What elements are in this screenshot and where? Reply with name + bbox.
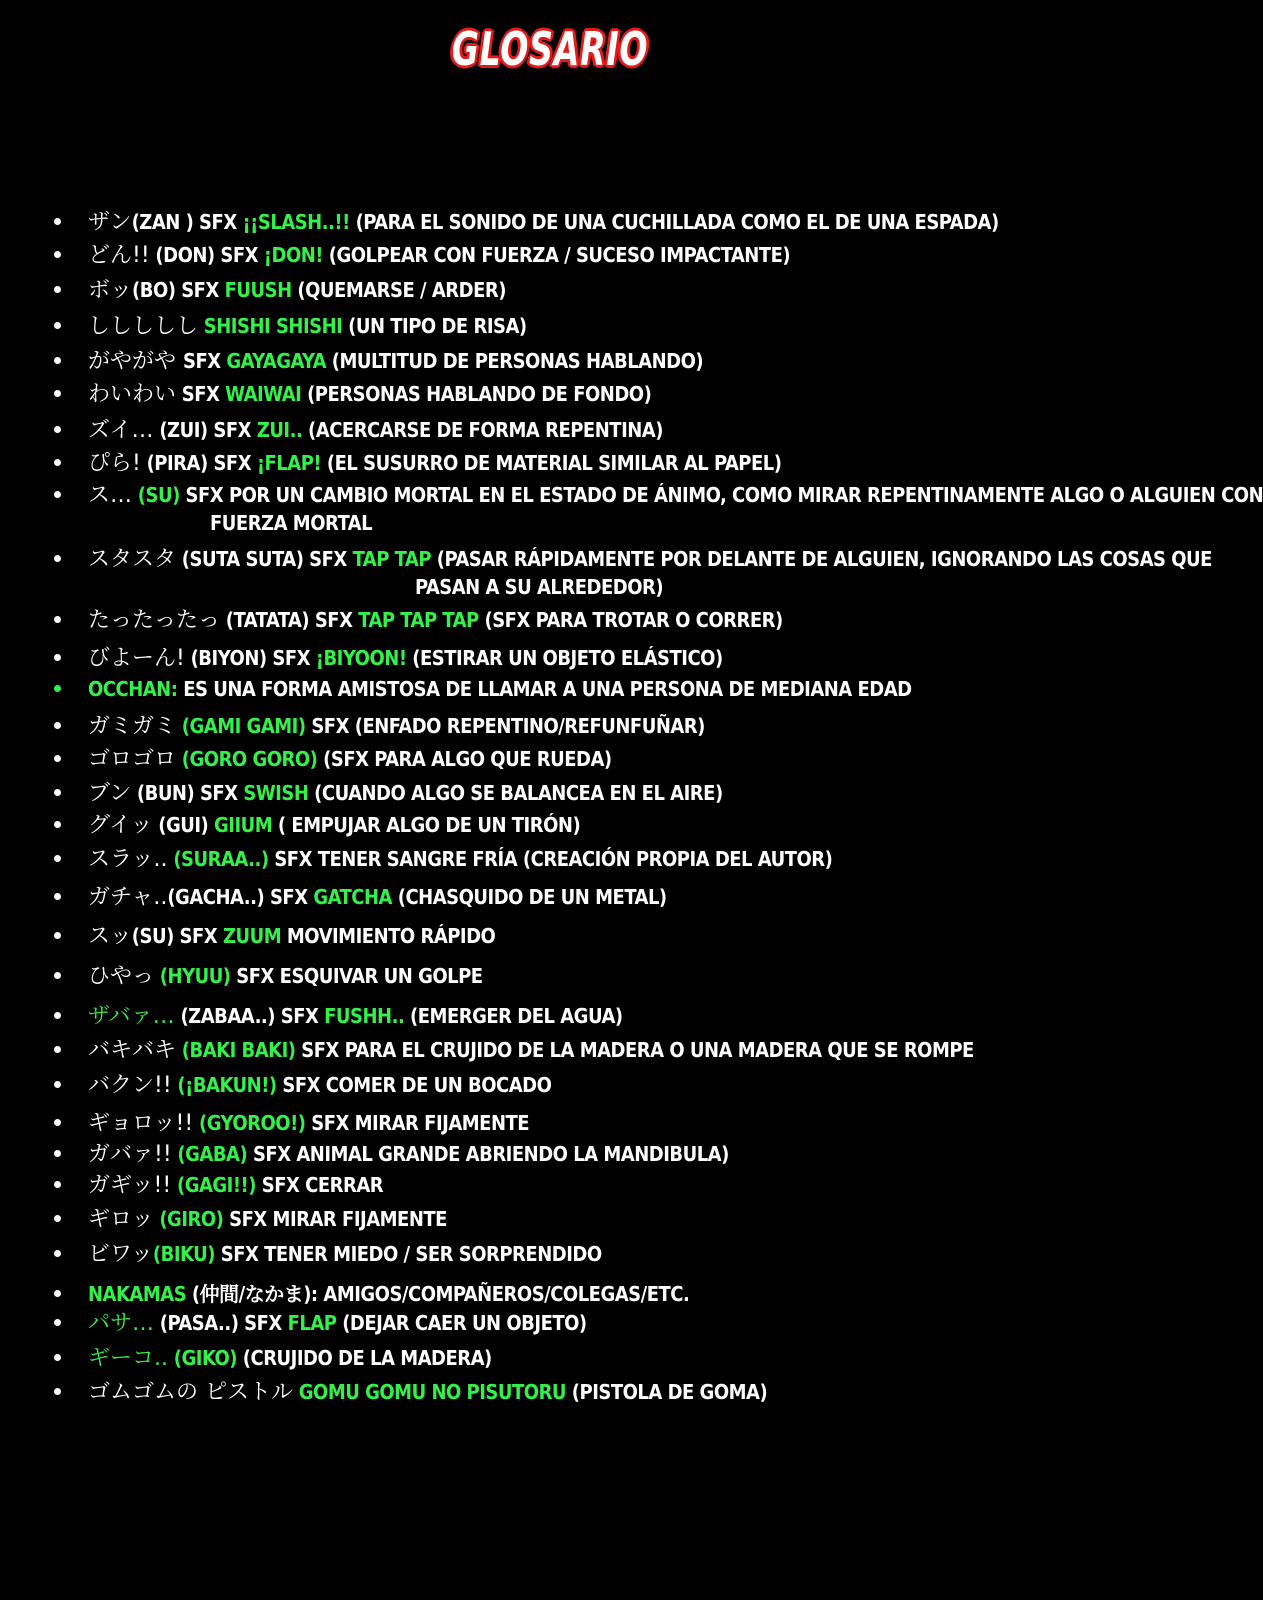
- japanese-term: ブン: [88, 781, 132, 806]
- definition-text: SFX COMER DE UN BOCADO: [276, 1073, 552, 1097]
- bullet-icon: [54, 893, 61, 900]
- highlight-text: GOMU GOMU NO PISUTORU: [298, 1380, 567, 1404]
- glossary-line: [88, 922, 495, 950]
- glossary-line: [88, 883, 667, 911]
- highlight-text: ZUI..: [256, 418, 303, 442]
- highlight-text: (¡BAKUN!): [177, 1073, 277, 1097]
- glossary-item: [0, 1002, 1100, 1030]
- bullet-icon: [54, 251, 61, 258]
- definition-text: MOVIMIENTO RÁPIDO: [281, 924, 496, 948]
- glossary-item: [0, 1140, 1100, 1168]
- highlight-text: SHISHI SHISHI: [203, 314, 343, 338]
- glossary-line: [88, 779, 723, 807]
- highlight-text: (GAGI!!): [176, 1173, 256, 1197]
- glossary-item: [0, 606, 1100, 634]
- romaji-text: (BUN) SFX: [131, 781, 244, 805]
- definition-text: FUERZA MORTAL: [210, 511, 373, 535]
- glossary-item: [0, 208, 1100, 236]
- bullet-icon: [54, 286, 61, 293]
- bullet-icon: [54, 616, 61, 623]
- bullet-icon: [54, 755, 61, 762]
- glossary-line: [88, 845, 832, 873]
- highlight-text: ZUUM: [222, 924, 282, 948]
- romaji-text: SFX: [176, 382, 226, 406]
- romaji-text: (ZUI) SFX: [153, 418, 257, 442]
- highlight-text: (SURAA..): [173, 847, 269, 871]
- japanese-term: ビワッ: [88, 1242, 153, 1267]
- glossary-item: [0, 1036, 1100, 1064]
- glossary-line: [88, 675, 912, 703]
- japanese-term: ぴら!: [88, 451, 141, 476]
- definition-text: (DEJAR CAER UN OBJETO): [336, 1311, 587, 1335]
- bullet-icon: [54, 555, 61, 562]
- japanese-term: ゴムゴムの ピストル: [88, 1380, 293, 1405]
- bullet-icon: [54, 821, 61, 828]
- glossary-item: [0, 712, 1100, 740]
- glossary-line: [88, 745, 612, 773]
- glossary-item: [0, 962, 1100, 990]
- bullet-icon: [54, 972, 61, 979]
- highlight-text: FLAP: [287, 1311, 337, 1335]
- romaji-text: (DON) SFX: [149, 243, 264, 267]
- romaji-text: (ZABAA..) SFX: [174, 1004, 325, 1028]
- bullet-icon: [54, 1290, 61, 1297]
- romaji-text: (GACHA..) SFX: [167, 885, 314, 909]
- romaji-text: (BO) SFX: [132, 278, 225, 302]
- glossary-item: [0, 1378, 1100, 1406]
- japanese-term: ししししし: [88, 314, 199, 339]
- japanese-term: ギョロッ!!: [88, 1111, 194, 1136]
- bullet-icon: [54, 390, 61, 397]
- japanese-term: スラッ..: [88, 847, 168, 872]
- bullet-icon: [54, 1388, 61, 1395]
- glossary-item: [0, 1280, 1100, 1308]
- highlight-text: GIIUM: [214, 813, 273, 837]
- japanese-term: びよーん!: [88, 646, 185, 671]
- glossary-line: [88, 606, 783, 634]
- highlight-text: (GORO GORO): [181, 747, 318, 771]
- glossary-item: [0, 380, 1100, 408]
- bullet-icon: [54, 654, 61, 661]
- definition-text: (ESTIRAR UN OBJETO ELÁSTICO): [406, 646, 723, 670]
- glossary-line: [88, 644, 723, 672]
- romaji-text: (ZAN ) SFX: [131, 210, 243, 234]
- bullet-icon: [54, 1354, 61, 1361]
- romaji-text: (BIYON) SFX: [184, 646, 316, 670]
- glossary-item: [0, 745, 1100, 773]
- highlight-text: (GIRO): [159, 1207, 224, 1231]
- glossary-item: [0, 241, 1100, 269]
- glossary-item: [0, 1309, 1100, 1337]
- japanese-term: ザン: [88, 210, 132, 235]
- japanese-term: グイッ: [88, 813, 153, 838]
- bullet-icon: [54, 1119, 61, 1126]
- japanese-term: ガチャ..: [88, 885, 168, 910]
- bullet-icon: [54, 685, 61, 692]
- definition-text: (GOLPEAR CON FUERZA / SUCESO IMPACTANTE): [323, 243, 791, 267]
- definition-text: (QUEMARSE / ARDER): [291, 278, 506, 302]
- glossary-line: [88, 1280, 689, 1308]
- glossary-item: [0, 1171, 1100, 1199]
- glossary-line: [88, 1205, 447, 1233]
- japanese-term: バクン!!: [88, 1073, 172, 1098]
- japanese-term: ゴロゴロ: [88, 747, 177, 772]
- highlight-text: ¡¡SLASH..!!: [242, 210, 350, 234]
- glossary-item: [0, 883, 1100, 911]
- definition-text: (PERSONAS HABLANDO DE FONDO): [301, 382, 652, 406]
- romaji-text: SFX: [183, 349, 227, 373]
- highlight-text: (HYUU): [159, 964, 231, 988]
- japanese-term: スッ: [88, 924, 132, 949]
- glossary-item: [0, 1240, 1100, 1268]
- highlight-text: ¡DON!: [263, 243, 323, 267]
- glossary-item: [0, 675, 1100, 703]
- bullet-icon: [54, 1046, 61, 1053]
- glossary-line: [88, 1240, 602, 1268]
- bullet-icon: [54, 1150, 61, 1157]
- highlight-text: (BIKU): [152, 1242, 215, 1266]
- bullet-icon: [54, 322, 61, 329]
- bullet-icon: [54, 932, 61, 939]
- definition-text: SFX PARA EL CRUJIDO DE LA MADERA O UNA MADERA QUE SE ROMPE: [295, 1038, 974, 1062]
- definition-text: SFX MIRAR FIJAMENTE: [223, 1207, 447, 1231]
- glossary-line: [88, 1344, 492, 1372]
- definition-text: SFX ESQUIVAR UN GOLPE: [230, 964, 483, 988]
- definition-text: (ACERCARSE DE FORMA REPENTINA): [302, 418, 663, 442]
- highlight-text: ¡FLAP!: [256, 451, 322, 475]
- romaji-text: (SU) SFX: [131, 924, 223, 948]
- definition-text: (MULTITUD DE PERSONAS HABLANDO): [326, 349, 704, 373]
- glossary-line: [88, 481, 1263, 509]
- bullet-icon: [54, 426, 61, 433]
- glossary-line: [88, 276, 506, 304]
- japanese-term: ガギッ!!: [88, 1173, 172, 1198]
- japanese-term: ガバァ!!: [88, 1142, 172, 1167]
- glossary-line: [88, 347, 703, 375]
- glossary-line: [88, 208, 999, 236]
- glossary-item: [0, 845, 1100, 873]
- glossary-item: [0, 545, 1212, 573]
- bullet-icon: [54, 1250, 61, 1257]
- highlight-text: (GAMI GAMI): [181, 714, 306, 738]
- definition-text: SFX TENER MIEDO / SER SORPRENDIDO: [214, 1242, 602, 1266]
- glossary-item: [0, 1071, 1100, 1099]
- romaji-text: (SUTA SUTA) SFX: [176, 547, 353, 571]
- bullet-icon: [54, 357, 61, 364]
- highlight-text: GATCHA: [313, 885, 392, 909]
- definition-text: (PARA EL SONIDO DE UNA CUCHILLADA COMO EL DE UNA ESPADA): [349, 210, 999, 234]
- definition-text: (EL SUSURRO DE MATERIAL SIMILAR AL PAPEL): [321, 451, 782, 475]
- glossary-item: [0, 276, 1100, 304]
- highlight-text: SWISH: [243, 781, 309, 805]
- glossary-line: [88, 712, 705, 740]
- highlight-text: FUUSH: [224, 278, 292, 302]
- japanese-term: わいわい: [88, 382, 177, 407]
- highlight-text: TAP TAP: [352, 547, 432, 571]
- highlight-text: (SU): [137, 483, 180, 507]
- definition-text: (PISTOLA DE GOMA): [566, 1380, 768, 1404]
- japanese-term: ギロッ: [88, 1207, 154, 1232]
- highlight-text: FUSHH..: [324, 1004, 405, 1028]
- glossary-line: [88, 811, 580, 839]
- highlight-text: (GIKO): [173, 1346, 238, 1370]
- japanese-term: ガミガミ: [88, 714, 177, 739]
- bullet-icon: [54, 1012, 61, 1019]
- glossary-line: [88, 1309, 587, 1337]
- japanese-term: たったったっ: [88, 608, 221, 633]
- glossary-item: [0, 1109, 1100, 1137]
- japanese-term: ひやっ: [88, 964, 155, 989]
- romaji-text: (PIRA) SFX: [140, 451, 257, 475]
- glossary-line: [88, 380, 651, 408]
- highlight-text: (GABA): [177, 1142, 248, 1166]
- glossary-line: [88, 1109, 529, 1137]
- bullet-icon: [54, 855, 61, 862]
- definition-text: (EMERGER DEL AGUA): [404, 1004, 623, 1028]
- bullet-icon: [54, 459, 61, 466]
- glossary-continuation: [0, 573, 1100, 601]
- bullet-icon: [54, 789, 61, 796]
- definition-text: (CHASQUIDO DE UN METAL): [391, 885, 667, 909]
- glossary-item: [0, 347, 1100, 375]
- romaji-text: (PASA..) SFX: [154, 1311, 288, 1335]
- bullet-icon: [54, 218, 61, 225]
- glossary-line: [88, 1171, 383, 1199]
- highlight-text: OCCHAN:: [88, 677, 178, 701]
- highlight-text: NAKAMAS: [88, 1282, 187, 1306]
- definition-text: SFX POR UN CAMBIO MORTAL EN EL ESTADO DE ÁNIMO, COMO MIRAR REPENTINAMENTE ALGO O ALGUIEN CON: [179, 483, 1263, 507]
- glossary-line: [88, 241, 790, 269]
- glossary-item: [0, 922, 1100, 950]
- glossary-item: [0, 312, 1100, 340]
- glossary-line: [88, 962, 483, 990]
- glossary-item: [0, 779, 1100, 807]
- page-title: GLOSARIO: [451, 22, 649, 76]
- japanese-term: スタスタ: [88, 547, 177, 572]
- bullet-icon: [54, 491, 61, 498]
- definition-text: (CRUJIDO DE LA MADERA): [237, 1346, 492, 1370]
- glossary-line: [88, 416, 663, 444]
- highlight-text: (GYOROO!): [198, 1111, 306, 1135]
- bullet-icon: [54, 1319, 61, 1326]
- highlight-text: ¡BIYOON!: [315, 646, 407, 670]
- definition-text: ES UNA FORMA AMISTOSA DE LLAMAR A UNA PERSONA DE MEDIANA EDAD: [177, 677, 912, 701]
- highlight-text: (BAKI BAKI): [181, 1038, 296, 1062]
- glossary-item: [0, 811, 1100, 839]
- japanese-term: ボッ: [88, 278, 133, 303]
- japanese-term: ス…: [88, 483, 133, 508]
- glossary-line: [88, 1036, 974, 1064]
- definition-text: SFX ANIMAL GRANDE ABRIENDO LA MANDIBULA): [247, 1142, 729, 1166]
- bullet-icon: [54, 1215, 61, 1222]
- glossary-line: [88, 1140, 729, 1168]
- definition-text: SFX MIRAR FIJAMENTE: [305, 1111, 530, 1135]
- glossary-item: [0, 644, 1100, 672]
- japanese-term: バキバキ: [88, 1038, 177, 1063]
- japanese-term: がやがや: [88, 349, 183, 374]
- glossary-continuation: [0, 509, 1100, 537]
- definition-text: SFX (ENFADO REPENTINO/REFUNFUÑAR): [305, 714, 705, 738]
- definition-text: SFX TENER SANGRE FRÍA (CREACIÓN PROPIA DEL AUTOR): [268, 847, 833, 871]
- glossary-item: [0, 416, 1100, 444]
- glossary-line: [88, 312, 527, 340]
- glossary-line: [88, 1071, 551, 1099]
- japanese-term: ズイ…: [88, 418, 154, 443]
- definition-text: (PASAR RÁPIDAMENTE POR DELANTE DE ALGUIEN, IGNORANDO LAS COSAS QUE: [431, 547, 1212, 571]
- japanese-term: パサ…: [88, 1311, 155, 1336]
- romaji-text: (TATATA) SFX: [220, 608, 359, 632]
- bullet-icon: [54, 1081, 61, 1088]
- definition-text: (UN TIPO DE RISA): [342, 314, 527, 338]
- japanese-term: どん!!: [88, 243, 150, 268]
- glossary-item: [0, 1344, 1100, 1372]
- definition-text: ( EMPUJAR ALGO DE UN TIRÓN): [272, 813, 581, 837]
- glossary-item: [0, 449, 1100, 477]
- definition-text: PASAN A SU ALREDEDOR): [415, 575, 664, 599]
- definition-text: (仲間/なかま): AMIGOS/COMPAÑEROS/COLEGAS/ETC.: [186, 1282, 690, 1306]
- bullet-icon: [54, 1181, 61, 1188]
- bullet-icon: [54, 722, 61, 729]
- glossary-line: [88, 545, 1212, 573]
- definition-text: (SFX PARA TROTAR O CORRER): [478, 608, 783, 632]
- highlight-text: TAP TAP TAP: [358, 608, 479, 632]
- glossary-item: [0, 481, 1263, 509]
- japanese-term: ギーコ..: [88, 1346, 168, 1371]
- japanese-term: ザバァ…: [88, 1004, 175, 1029]
- glossary-item: [0, 1205, 1100, 1233]
- definition-text: (CUANDO ALGO SE BALANCEA EN EL AIRE): [308, 781, 723, 805]
- romaji-text: (GUI): [152, 813, 214, 837]
- glossary-line: [88, 449, 781, 477]
- definition-text: (SFX PARA ALGO QUE RUEDA): [317, 747, 612, 771]
- highlight-text: WAIWAI: [225, 382, 302, 406]
- glossary-line: [88, 1002, 623, 1030]
- definition-text: SFX CERRAR: [255, 1173, 384, 1197]
- highlight-text: GAYAGAYA: [226, 349, 327, 373]
- glossary-line: [88, 1378, 767, 1406]
